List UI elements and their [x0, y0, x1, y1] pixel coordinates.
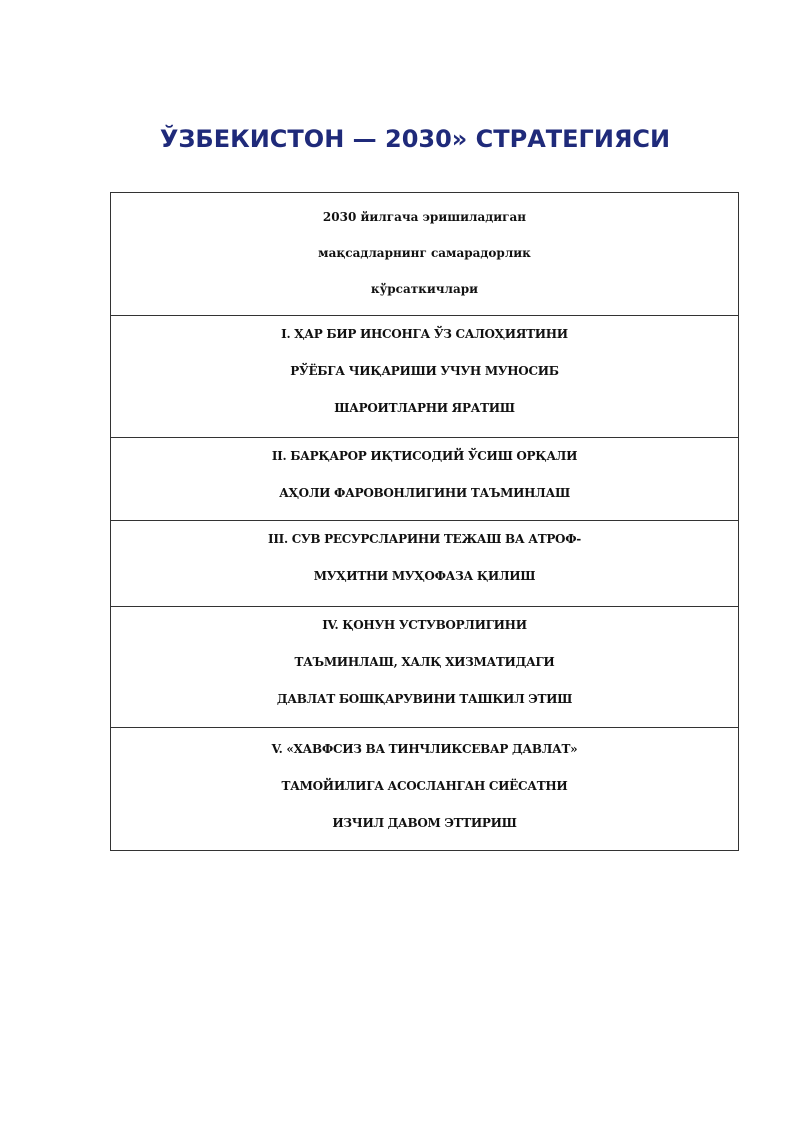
section-line: МУҲИТНИ МУҲОФАЗА ҚИЛИШ [313, 569, 536, 583]
section-row-3 [111, 520, 738, 606]
strategy-table [110, 192, 739, 851]
section-line: ТАМОЙИЛИГА АСОСЛАНГАН СИЁСАТНИ [281, 779, 568, 793]
section-row-5 [111, 727, 738, 850]
header-line: мақсадларнинг самарадорлик [318, 246, 531, 260]
section-line: РЎЁБГА ЧИҚАРИШИ УЧУН МУНОСИБ [290, 364, 559, 378]
section-line: I. ҲАР БИР ИНСОНГА ЎЗ САЛОҲИЯТИНИ [281, 327, 568, 341]
section-line: ТАЪМИНЛАШ, ХАЛҚ ХИЗМАТИДАГИ [294, 655, 555, 669]
page-title: ЎЗБЕКИСТОН — 2030» СТРАТЕГИЯСИ [159, 125, 671, 153]
section-line: ДАВЛАТ БОШҚАРУВИНИ ТАШКИЛ ЭТИШ [276, 692, 573, 706]
section-row-2 [111, 437, 738, 520]
section-row-4 [111, 606, 738, 727]
section-row-1 [111, 315, 738, 437]
header-line: кўрсаткичлари [370, 282, 479, 296]
section-line: ШАРОИТЛАРНИ ЯРАТИШ [334, 401, 515, 415]
table-header-row [111, 193, 738, 315]
section-line: АҲОЛИ ФАРОВОНЛИГИНИ ТАЪМИНЛАШ [279, 486, 570, 500]
section-line: ИЗЧИЛ ДАВОМ ЭТТИРИШ [332, 816, 517, 830]
section-line: V. «ХАВФСИЗ ВА ТИНЧЛИКСЕВАР ДАВЛАТ» [271, 742, 578, 756]
section-line: II. БАРҚАРОР ИҚТИСОДИЙ ЎСИШ ОРҚАЛИ [271, 449, 578, 463]
header-line: 2030 йилгача эришиладиган [322, 210, 527, 224]
section-line: III. СУВ РЕСУРСЛАРИНИ ТЕЖАШ ВА АТРОФ- [268, 532, 581, 546]
section-line: IV. ҚОНУН УСТУВОРЛИГИНИ [322, 618, 527, 632]
